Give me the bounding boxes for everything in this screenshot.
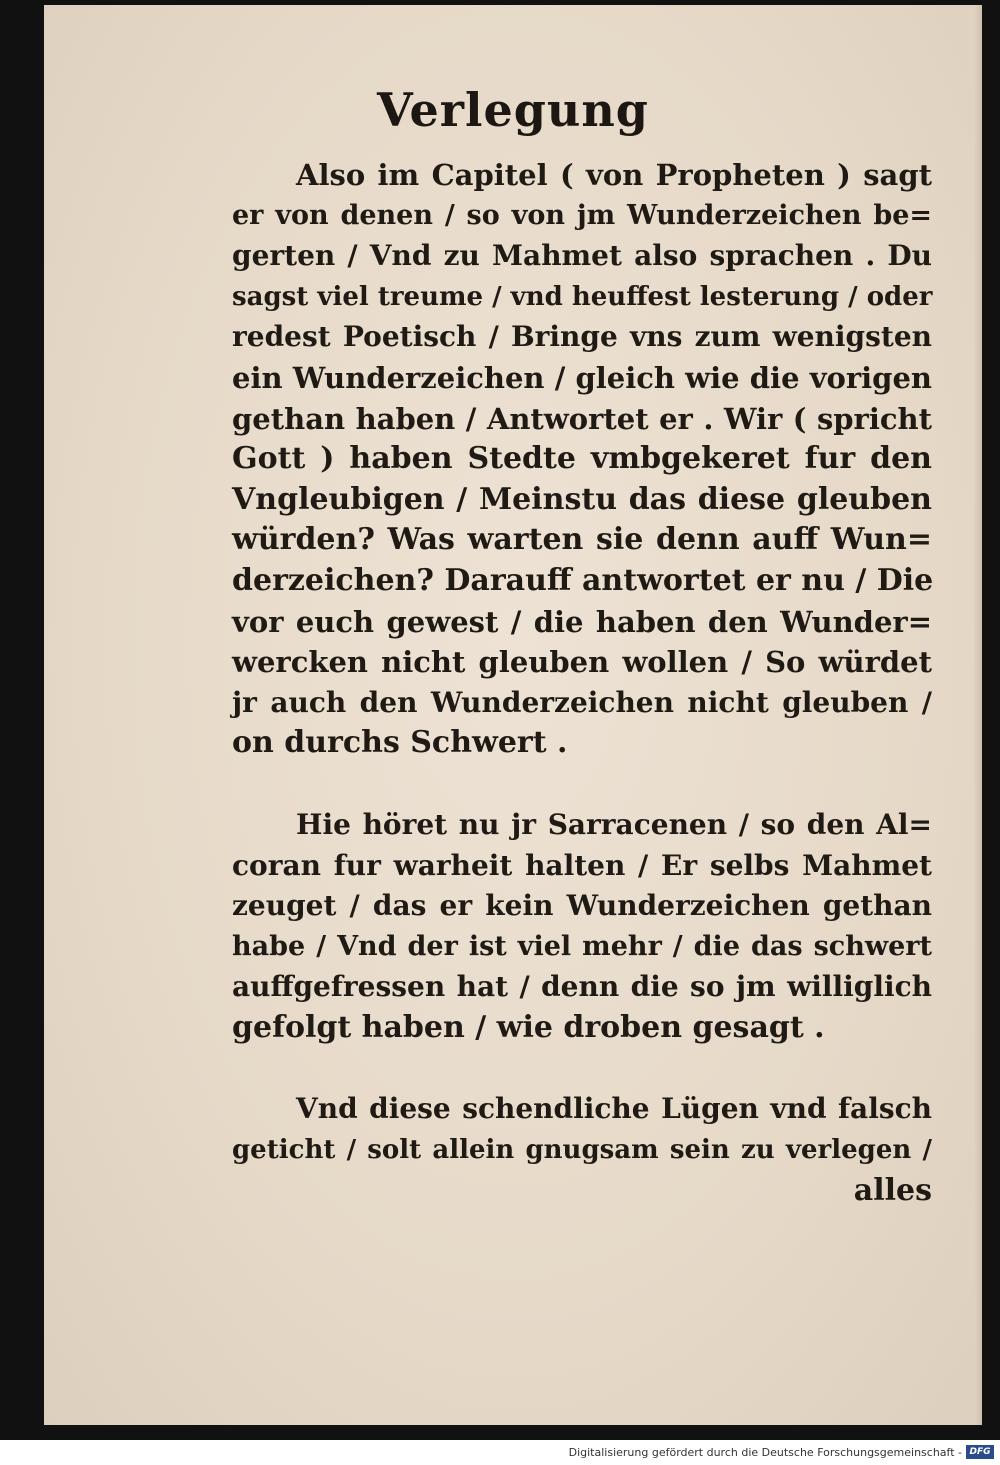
text-line: jr auch den Wunderzeichen nicht gleuben / <box>232 685 932 719</box>
text-line: gerten / Vnd zu Mahmet also sprachen . Du <box>232 239 932 273</box>
text-line: Vnd diese schendliche Lügen vnd falsch <box>296 1092 932 1126</box>
text-line: gethan haben / Antwortet er . Wir ( spricht <box>232 401 932 436</box>
text-line: auffgefressen hat / denn die so jm williglich <box>232 970 932 1004</box>
text-line: er von denen / so von jm Wunderzeichen be= <box>232 199 932 231</box>
text-line: gefolgt haben / wie droben gesagt . <box>232 1009 825 1045</box>
text-line: sagst viel treume / vnd heuffest lesterung / oder <box>232 281 933 312</box>
paragraph-2 <box>232 805 932 1049</box>
dfg-logo-icon: DFG <box>966 1445 994 1459</box>
text-line: Vngleubigen / Meinstu das diese gleuben <box>232 481 932 517</box>
catchword: alles <box>853 1172 932 1208</box>
text-line: Hie höret nu jr Sarracenen / so den Al= <box>296 807 932 841</box>
book-page <box>44 5 982 1425</box>
text-line: habe / Vnd der ist viel mehr / die das schwert <box>232 930 932 962</box>
text-line: Also im Capitel ( von Propheten ) sagt <box>296 158 932 192</box>
paragraph-gap <box>232 764 932 805</box>
text-line: coran fur warheit halten / Er selbs Mahmet <box>232 848 932 882</box>
paragraph-gap <box>232 1048 932 1089</box>
text-line: on durchs Schwert . <box>232 725 568 761</box>
text-line: zeuget / das er kein Wunderzeichen gethan <box>232 889 932 923</box>
text-line: geticht / solt allein gnugsam sein zu verlegen / <box>232 1135 932 1166</box>
text-line: würden? Was warten sie denn auff Wun= <box>232 522 932 558</box>
text-line: Gott ) haben Stedte vmbgekeret fur den <box>232 441 932 477</box>
paragraph-1 <box>232 155 932 764</box>
text-line: ein Wunderzeichen / gleich wie die vorigen <box>232 360 932 395</box>
paragraph-3 <box>232 1089 932 1211</box>
text-line: wercken nicht gleuben wollen / So würdet <box>232 645 932 680</box>
text-line: derzeichen? Darauff antwortet er nu / Die <box>232 562 934 598</box>
page-header: Verlegung <box>377 83 649 137</box>
page-body <box>232 155 932 1211</box>
text-line: vor euch gewest / die haben den Wunder= <box>232 604 932 639</box>
text-line: redest Poetisch / Bringe vns zum wenigsten <box>232 320 932 354</box>
page-edge <box>974 5 982 1425</box>
funding-credit: Digitalisierung gefördert durch die Deutsche Forschungsgemeinschaft - <box>568 1446 962 1459</box>
footer-bar <box>0 1443 1000 1465</box>
